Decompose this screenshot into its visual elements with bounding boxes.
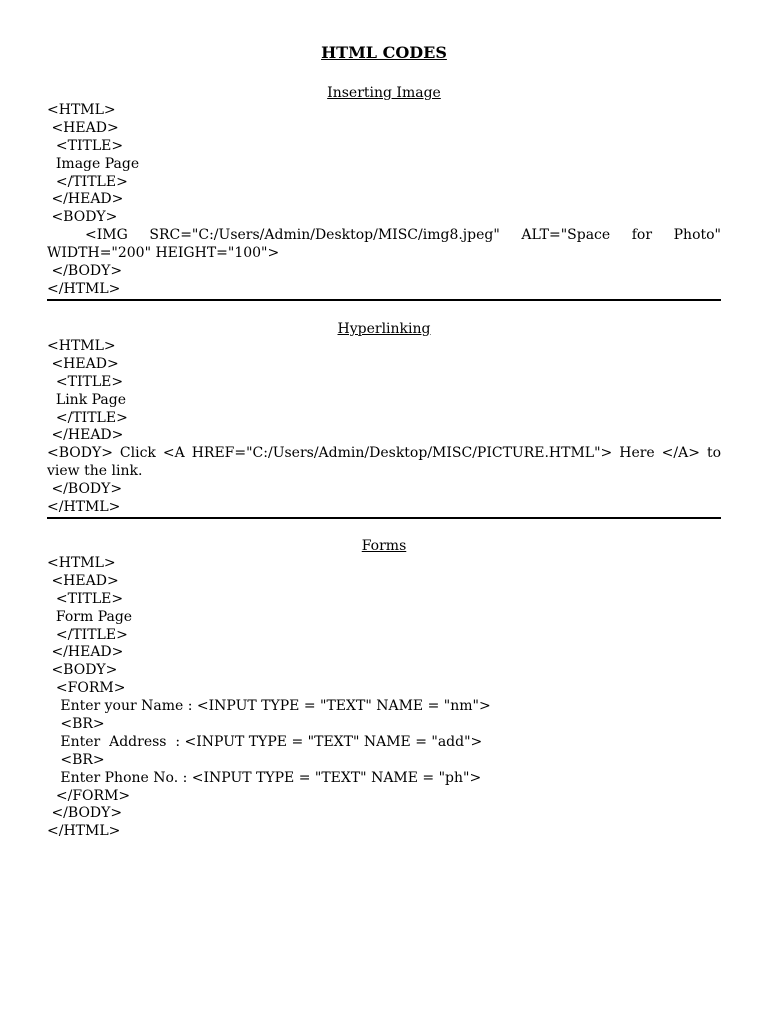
code-line: </HTML> <box>47 499 121 516</box>
code-line: <HTML> <box>47 338 116 354</box>
section-inserting-image <box>47 84 721 299</box>
code-line: </HTML> <box>47 823 121 840</box>
code-line: </FORM> <box>47 787 131 804</box>
code-line: </HEAD> <box>47 644 124 661</box>
code-line: Enter your Name : <INPUT TYPE = "TEXT" NAME = "nm"> <box>47 698 491 715</box>
code-line: <BR> <box>47 716 105 733</box>
code-line: Enter Phone No. : <INPUT TYPE = "TEXT" NAME = "ph"> <box>47 769 482 786</box>
code-line: </HEAD> <box>47 191 124 208</box>
code-line: </HTML> <box>47 280 121 297</box>
code-line: </BODY> <box>47 481 123 498</box>
section-divider <box>47 299 721 301</box>
code-line: </HEAD> <box>47 427 124 444</box>
code-line: </TITLE> <box>47 409 128 426</box>
code-line: </TITLE> <box>47 626 128 643</box>
section-divider <box>47 517 721 519</box>
code-line: <TITLE> <box>47 590 124 607</box>
section-heading: Inserting Image <box>327 85 441 101</box>
code-line: <TITLE> <box>47 373 124 390</box>
code-line: <HTML> <box>47 102 116 118</box>
section-hyperlinking <box>47 320 721 517</box>
code-line: <HEAD> <box>47 355 119 372</box>
code-line: WIDTH="200" HEIGHT="100"> <box>47 245 280 262</box>
code-line: </BODY> <box>47 805 123 822</box>
code-line: </BODY> <box>47 263 123 280</box>
code-line: <BODY> <box>47 209 118 226</box>
code-line: <BODY> <box>47 662 118 679</box>
code-line: <HEAD> <box>47 572 119 589</box>
code-line: <HEAD> <box>47 119 119 136</box>
code-line: <TITLE> <box>47 137 124 154</box>
section-forms <box>47 537 721 841</box>
code-line: <BR> <box>47 751 105 768</box>
code-line: Enter Address : <INPUT TYPE = "TEXT" NAME = "add"> <box>47 733 483 750</box>
code-line: Link Page <box>47 391 127 408</box>
code-line-img-tag: <IMG SRC="C:/Users/Admin/Desktop/MISC/img8.jpeg" ALT="Space for Photo" <box>85 227 721 244</box>
code-line: Form Page <box>47 608 133 625</box>
code-line: </TITLE> <box>47 173 128 190</box>
section-heading: Hyperlinking <box>337 321 431 337</box>
code-line: <HTML> <box>47 555 116 571</box>
code-line-anchor-tag: <BODY> Click <A HREF="C:/Users/Admin/Desktop/MISC/PICTURE.HTML"> Here </A> to view the link. <box>47 445 721 480</box>
code-line: Image Page <box>47 155 140 172</box>
document-title: HTML CODES <box>321 43 447 62</box>
section-heading: Forms <box>361 538 407 554</box>
code-line: <FORM> <box>47 680 126 697</box>
